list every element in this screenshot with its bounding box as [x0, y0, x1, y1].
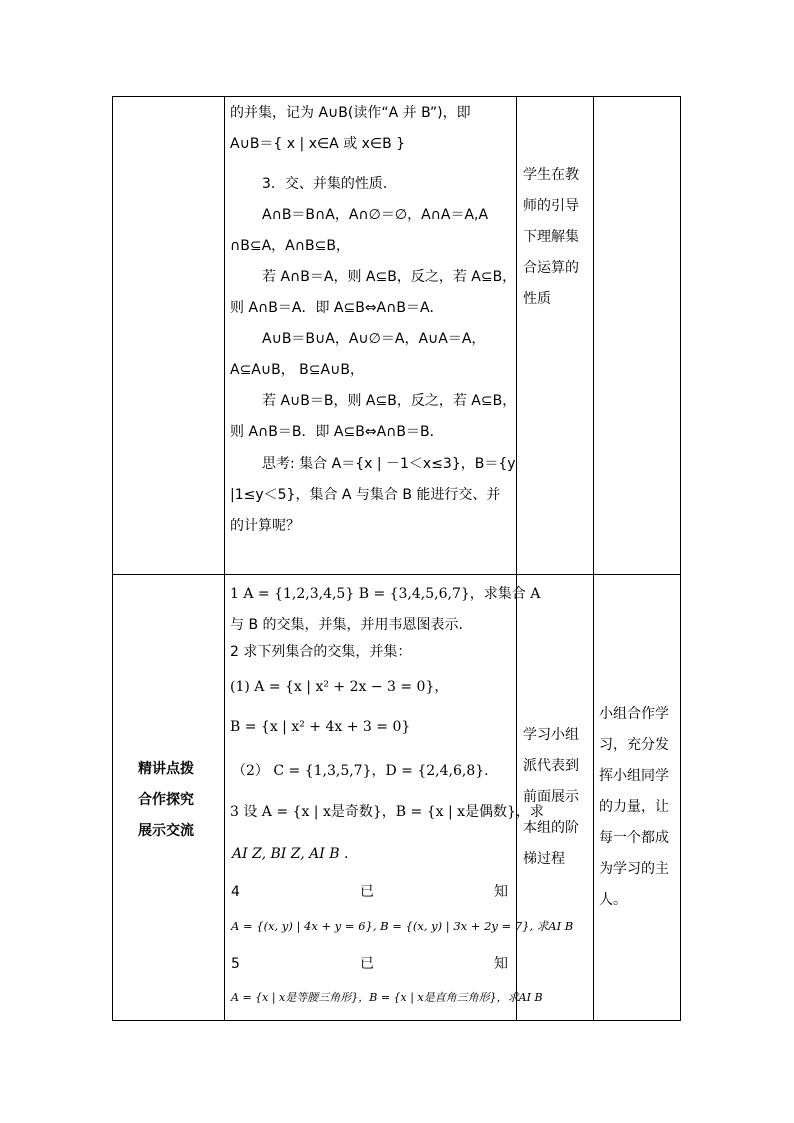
exercise-3-targets: AI Z, BI Z, AI B . [232, 846, 349, 862]
table-border-bottom [112, 1020, 681, 1021]
student-activity-line: 合运算的 [523, 260, 579, 276]
table-border-top [112, 96, 681, 97]
content-line: A⊆A∪B， B⊆A∪B， [230, 362, 364, 378]
design-intent-line: 为学习的主 [599, 861, 669, 877]
design-intent-line: 挥小组同学 [599, 768, 669, 784]
content-line: A∪B＝B∪A，A∪∅＝A，A∪A＝A， [262, 331, 486, 347]
exercise-2-part1-b: B = {x | x² + 4x + 3 = 0} [230, 719, 411, 735]
exercise-2-part1-a: (1) A = {x | x² + 2x − 3 = 0}， [230, 679, 449, 695]
exercise-4-number: 4 [231, 884, 240, 900]
content-line: 思考: 集合 A＝{x | －1＜x≤3}，B＝{y [262, 456, 516, 472]
column-divider-1 [224, 96, 225, 1021]
exercise-1-cont: 与 B 的交集，并集，并用韦恩图表示. [230, 617, 463, 633]
design-intent-line: 小组合作学 [599, 706, 669, 722]
column-divider-3 [593, 96, 594, 1021]
stage-label: 精讲点拨 [138, 761, 194, 777]
exercise-2-part2: （2） C = {1,3,5,7}，D = {2,4,6,8}. [232, 763, 489, 779]
exercise-4-word: 知 [494, 884, 508, 900]
exercise-4-word: 已 [360, 884, 374, 900]
student-activity-line: 学生在教 [523, 167, 579, 183]
content-line: 若 A∪B＝B，则 A⊆B，反之，若 A⊆B， [262, 393, 517, 409]
student-activity-line: 本组的阶 [523, 820, 579, 836]
student-activity-line: 师的引导 [523, 198, 579, 214]
table-border-right [680, 96, 681, 1021]
design-intent-line: 习，充分发 [599, 737, 669, 753]
content-line: 若 A∩B＝A，则 A⊆B，反之，若 A⊆B， [262, 269, 517, 285]
design-intent-line: 的力量，让 [599, 799, 669, 815]
student-activity-line: 前面展示 [523, 789, 579, 805]
content-line: 的计算呢？ [230, 518, 300, 534]
student-activity-line: 派代表到 [523, 758, 579, 774]
stage-label: 合作探究 [138, 792, 194, 808]
content-line: A∪B＝{ x | x∈A 或 x∈B } [230, 136, 406, 152]
exercise-5-word: 知 [494, 956, 508, 972]
content-line: 的并集，记为 A∪B(读作“A 并 B”)，即 [230, 105, 471, 121]
student-activity-line: 下理解集 [523, 229, 579, 245]
design-intent-line: 人。 [599, 892, 627, 908]
section-heading: 3．交、并集的性质． [262, 176, 397, 192]
exercise-5-number: 5 [231, 956, 240, 972]
content-line: |1≤y＜5}，集合 A 与集合 B 能进行交、并 [230, 487, 501, 503]
content-line: ∩B⊆A，A∩B⊆B， [230, 238, 350, 254]
table-border-left [112, 96, 113, 1021]
content-line: A∩B＝B∩A，A∩∅＝∅，A∩A＝A,A [262, 207, 489, 223]
student-activity-line: 学习小组 [523, 727, 579, 743]
column-divider-2 [516, 96, 517, 1021]
exercise-5-equation: A = {x | x是等腰三角形}，B = {x | x是直角三角形}，求AI B [231, 991, 543, 1004]
student-activity-line: 梯过程 [523, 851, 565, 867]
exercise-1: 1 A = {1,2,3,4,5} B = {3,4,5,6,7}，求集合 A [230, 586, 541, 602]
table-row-divider [112, 574, 681, 575]
exercise-3: 3 设 A = {x | x是奇数}，B = {x | x是偶数}，求 [230, 804, 544, 820]
stage-label: 展示交流 [138, 823, 194, 839]
content-line: 则 A∩B＝B．即 A⊆B⇔A∩B＝B． [230, 424, 444, 440]
exercise-4-equation: A = {(x, y) | 4x + y = 6}, B = {(x, y) | 3x + 2y = 7}, 求AI B [231, 919, 574, 933]
exercise-5-word: 已 [360, 956, 374, 972]
student-activity-line: 性质 [523, 291, 551, 307]
content-line: 则 A∩B＝A．即 A⊆B⇔A∩B＝A． [230, 300, 444, 316]
exercise-2: 2 求下列集合的交集，并集： [230, 644, 412, 660]
design-intent-line: 每一个都成 [599, 830, 669, 846]
